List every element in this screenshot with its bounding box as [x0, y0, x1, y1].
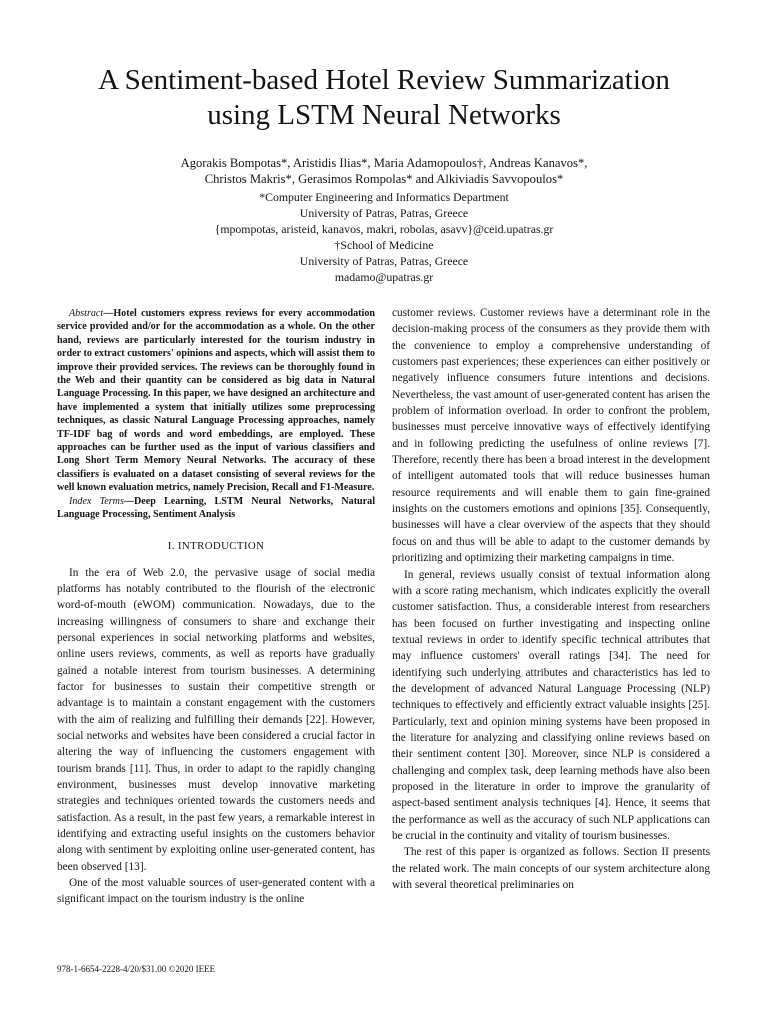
title-line-1: A Sentiment-based Hotel Review Summarization: [98, 64, 670, 96]
title-line-2: using LSTM Neural Networks: [207, 99, 561, 131]
left-column: [57, 307, 375, 908]
affiliation-email: {mpompotas, aristeid, kanavos, makri, robolas, asavv}@ceid.upatras.gr: [214, 222, 554, 236]
section-heading-introduction: I. INTRODUCTION: [167, 539, 265, 552]
authors-line-1: Agorakis Bompotas*, Aristidis Ilias*, Maria Adamopoulos†, Andreas Kanavos*,: [180, 156, 588, 170]
paper-title: [40, 63, 728, 133]
abstract: [57, 307, 375, 495]
authors-line-2: Christos Makris*, Gerasimos Rompolas* and Alkiviadis Savvopoulos*: [204, 172, 564, 186]
body-paragraph-2: In general, reviews usually consist of textual information along with a score rating mechanism, which indicates explicitly the overall customer satisfaction. Thus, a considerable interest from researchers has been focused on further investigating and inspecting online textual reviews in order to identify specific technical attributes that may influence customers' overall ratings [34]. The need for identifying such underlying attributes and characteristics has led to the development of advanced Natural Language Processing (NLP) techniques to effectively and efficiently extract valuable insights [25]. Particularly, text and opinion mining systems have been proposed in the literature for analyzing and classifying online reviews based on their sentiment content [30]. Moreover, since NLP is considered a challenging and complex task, deep learning methods have also been proposed in the literature in order to improve the granularity of aspect-based sentiment analysis techniques [4]. Hence, it seems that the performance as well as the accuracy of such NLP applications can be crucial in the continuity and vitality of tourism businesses.: [392, 568, 710, 842]
affiliation-line: *Computer Engineering and Informatics Department: [259, 190, 509, 204]
affiliation-email: madamo@upatras.gr: [334, 270, 434, 284]
intro-paragraph-1: In the era of Web 2.0, the pervasive usage of social media platforms has notably contributed to the flourish of the electronic word-of-mouth (eWOM) communication. Nowadays, due to the increasing willingness of consumers to share and exchange their personal experiences in social networking platforms and websites, online users reviews, comments, as well as reports have gradually gained a notable interest from tourism businesses. A determining factor for businesses to sustain their competitive strength or advantage is to maintain a constant engagement with the customers with the aim of realizing and fulfilling their demands [22]. However, social networks and websites have been considered a crucial factor in altering the way of influencing the customers engagement with tourism brands [11]. Thus, in order to adapt to the rapidly changing environment, businesses must develop innovative marketing strategies and techniques oriented towards the customers needs and satisfaction. As a result, in the past few years, a remarkable interest in identifying and extracting useful insights on the customers behavior along with sentiment by exploiting online user-generated content, has been observed [13].: [57, 566, 375, 873]
copyright-footer: 978-1-6654-2228-4/20/$31.00 ©2020 IEEE: [57, 964, 216, 974]
intro-paragraph-2: One of the most valuable sources of user-generated content with a significant impact on the tourism industry is the online: [57, 877, 375, 906]
abstract-label: Abstract: [69, 308, 104, 319]
index-terms-text: —Deep Learning, LSTM Neural Networks, Natural Language Processing, Sentiment Analysis: [57, 495, 375, 521]
affiliation-line: University of Patras, Patras, Greece: [299, 254, 469, 268]
affiliations: [40, 189, 728, 285]
author-list: [40, 155, 728, 187]
affiliation-line: †School of Medicine: [334, 238, 434, 252]
index-terms-label: Index Terms: [69, 495, 124, 507]
index-terms: [57, 495, 375, 522]
body-paragraph-1: customer reviews. Customer reviews have a determinant role in the decision-making process of the consumers as they provide them with the convenience to employ a comprehensive understanding of customers past experiences; these experiences can either positively or negatively influence consumers future intentions and decisions. Nevertheless, the vast amount of user-generated content has arisen the problem of information overload. In order to confront the problem, businesses must perceive innovative ways of effectively identifying and in following predicting the usefulness of online reviews [7]. Therefore, recently there has been a broad interest in the development of intelligent automated tools that will reduce businesses human resource requirements and will enable them to gain fine-grained insights on the customers emotions and opinions [35]. Consequently, businesses will have a clear overview of the aspects that they should focus on and thus will be able to adapt to the customer demands by prioritizing and optimizing their marketing campaigns in time.: [392, 307, 710, 565]
body-paragraph-3: The rest of this paper is organized as follows. Section II presents the related work. The main concepts of our system architecture along with several theoretical preliminaries on: [392, 846, 710, 892]
abstract-text: —Hotel customers express reviews for every accommodation service provided and/or for the accommodation as a whole. On the other hand, reviews are particularly interested for the tourism industry in order to extract customers' opinions and aspects, which will assist them to improve their provided services. The reviews can be thoroughly found in the Web and their quantity can be considered as big data in Natural Language Processing. In this paper, we have designed an architecture and have implemented a system that initially utilizes some preprocessing techniques, as classic Natural Language Processing approaches, namely TF-IDF bag of words and word embeddings, are employed. These approaches can be further used as the input of various classifiers and Long Short Term Memory Neural Networks. The accuracy of these classifiers is evaluated on a dataset consisting of several reviews for the well known evaluation metrics, namely Precision, Recall and F1-Measure.: [57, 308, 375, 494]
right-column: [392, 305, 710, 893]
affiliation-line: University of Patras, Patras, Greece: [299, 206, 469, 220]
